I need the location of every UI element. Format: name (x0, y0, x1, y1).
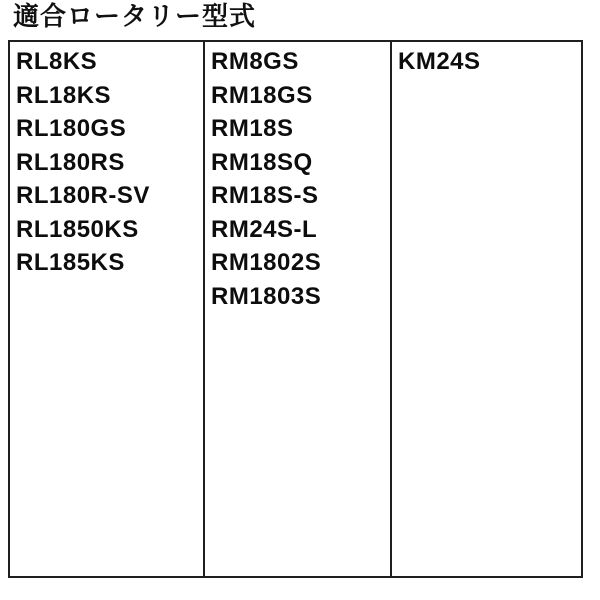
model-item: RM8GS (211, 48, 299, 75)
model-item: KM24S (398, 48, 481, 75)
model-item: RL180GS (16, 115, 127, 142)
model-item: RM18SQ (211, 148, 313, 176)
model-item: RM1803S (211, 282, 322, 310)
model-item: RM18S (211, 115, 294, 142)
model-item: RL180RS (16, 148, 125, 176)
model-item: RL8KS (16, 48, 98, 75)
model-item: RL185KS (16, 249, 125, 276)
table-column-rm-models (205, 42, 392, 576)
model-item: RM18GS (211, 81, 313, 109)
table-column-rl-models (10, 42, 205, 576)
model-item: RL18KS (16, 81, 112, 109)
table-column-km-models (392, 42, 581, 576)
model-item: RL1850KS (16, 215, 139, 243)
model-item: RM24S-L (211, 215, 318, 243)
model-item: RL180R-SV (16, 182, 150, 209)
model-item: RM18S-S (211, 182, 319, 209)
page-title: 適合ロータリー型式 (13, 1, 257, 31)
compatible-models-table (8, 40, 583, 578)
model-item: RM1802S (211, 249, 322, 276)
